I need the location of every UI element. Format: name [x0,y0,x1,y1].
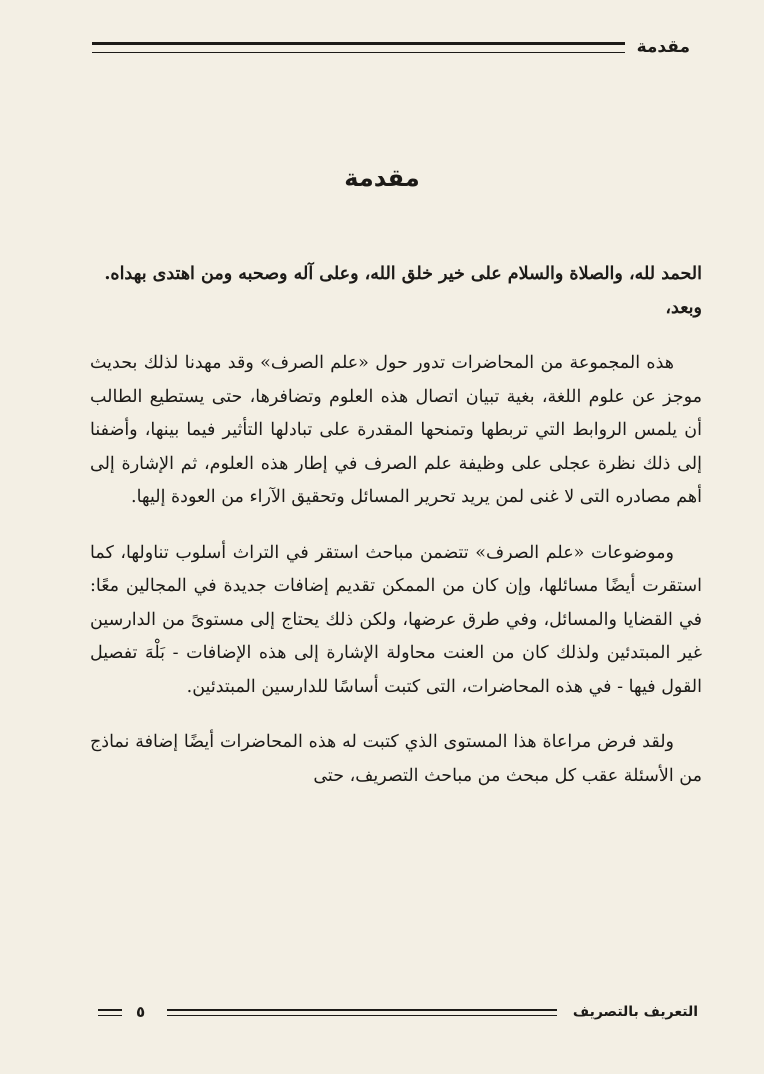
body-text [90,258,702,793]
footer-rule [167,1009,557,1016]
footer-rule-end [98,1009,122,1016]
page-number: ٥ [136,1003,146,1021]
page-header [92,34,690,60]
paragraph: ولقد فرض مراعاة هذا المستوى الذي كتبت له هذه المحاضرات أيضًا إضافة نماذج من الأسئلة عقب كل مبحث من مباحث التصريف، حتى [90,732,702,786]
book-title: التعريف بالتصريف [572,1004,698,1020]
chapter-title: مقدمة [344,164,420,192]
page-footer [98,1000,698,1024]
opening-praise: الحمد لله، والصلاة والسلام على خير خلق الله، وعلى آله وصحبه ومن اهتدى بهداه. [104,264,702,284]
header-rule [92,42,625,53]
transition-word: وبعد، [665,297,702,318]
paragraph: هذه المجموعة من المحاضرات تدور حول «علم الصرف» وقد مهدنا لذلك بحديث موجز عن علوم اللغة، بغية تبيان اتصال هذه العلوم وتضافرها، حتى يستطيع الطالب أن يلمس الروابط التي تربطها وتمنحها المقدرة على تبادلها التأثير فيما بينها، وأضفنا إلى ذلك نظرة عجلى على وظيفة علم الصرف في إطار هذه العلوم، ثم الإشارة إلى أهم مصادره التى لا غنى لمن يريد تحرير المسائل وتحقيق الآراء من العودة إليها. [90,353,702,507]
paragraph: وموضوعات «علم الصرف» تتضمن مباحث استقر في التراث أسلوب تناولها، كما استقرت أيضًا مسائلها، وإن كان من الممكن تقديم إضافات جديدة في المجالين معًا: في القضايا والمسائل، وفي طرق عرضها، ولكن ذلك يحتاج إلى مستوىً من الدارسين غير المبتدئين ولذلك كان من العنت محاولة الإشارة إلى هذه الإضافات - بَلْهَ تفصيل القول فيها - في هذه المحاضرات، التى كتبت أساسًا للدارسين المبتدئين. [90,542,702,697]
running-title: مقدمة [636,37,690,57]
